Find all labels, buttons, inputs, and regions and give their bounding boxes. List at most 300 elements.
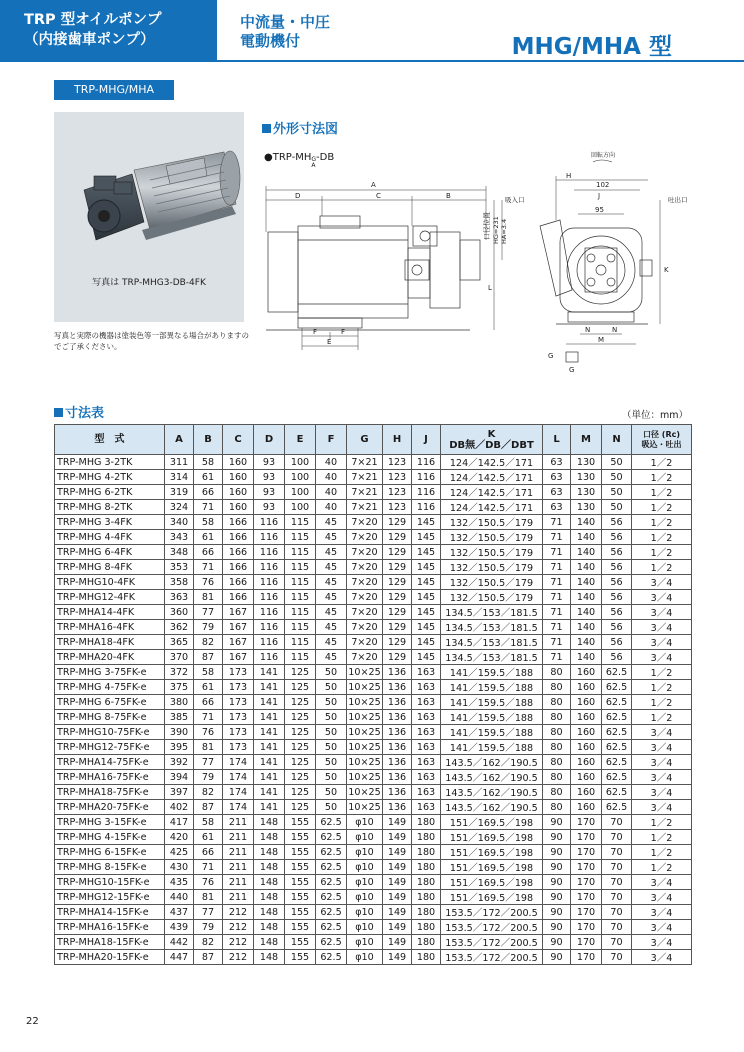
table-cell: 141 <box>254 710 285 725</box>
table-cell: 66 <box>194 845 223 860</box>
table-row <box>55 695 692 710</box>
table-cell: 132／150.5／179 <box>441 575 543 590</box>
table-cell: 141／159.5／188 <box>441 680 543 695</box>
table-row <box>55 860 692 875</box>
table-cell: 180 <box>412 935 441 950</box>
table-cell: 61 <box>194 680 223 695</box>
table-cell: 115 <box>285 620 316 635</box>
table-cell: 63 <box>543 500 571 515</box>
table-cell: 115 <box>285 560 316 575</box>
table-row <box>55 500 692 515</box>
table-cell: 145 <box>412 575 441 590</box>
table-cell: 149 <box>383 890 412 905</box>
table-cell: 7×20 <box>347 590 383 605</box>
table-row <box>55 680 692 695</box>
table-cell: 343 <box>165 530 194 545</box>
table-cell: 62.5 <box>602 680 632 695</box>
col-header-g: G <box>347 425 383 455</box>
table-cell: 45 <box>316 620 347 635</box>
table-cell: 100 <box>285 455 316 470</box>
table-cell: 82 <box>194 785 223 800</box>
table-cell: 116 <box>254 545 285 560</box>
dim-label-n2: N <box>612 326 618 334</box>
table-cell: 66 <box>194 545 223 560</box>
table-cell: 145 <box>412 545 441 560</box>
table-cell: 10×25 <box>348 771 381 783</box>
table-cell: 155 <box>285 875 316 890</box>
dim-label-f2: F <box>341 328 346 336</box>
table-cell: 58 <box>194 665 223 680</box>
table-cell: 90 <box>543 815 571 830</box>
table-cell: 3／4 <box>632 575 692 590</box>
table-cell: 375 <box>165 680 194 695</box>
discharge-label: 吐出口 <box>668 196 688 204</box>
table-cell: 145 <box>412 635 441 650</box>
table-cell: 155 <box>285 845 316 860</box>
table-cell: 61 <box>194 830 223 845</box>
table-cell: 45 <box>316 530 347 545</box>
table-cell: 140 <box>571 545 602 560</box>
table-cell: 45 <box>316 545 347 560</box>
table-cell: 125 <box>285 680 316 695</box>
table-cell: 116 <box>412 485 441 500</box>
table-cell: 116 <box>254 530 285 545</box>
table-cell: 45 <box>316 560 347 575</box>
table-cell: 151／169.5／198 <box>441 860 543 875</box>
table-row <box>55 905 692 920</box>
table-cell: 166 <box>223 590 254 605</box>
table-cell: 167 <box>223 650 254 665</box>
table-cell: 141 <box>254 725 285 740</box>
cell-model: TRP-MHG12-15FK-e <box>55 890 165 905</box>
table-cell: 363 <box>165 590 194 605</box>
table-cell: 63 <box>543 485 571 500</box>
cell-model: TRP-MHA16-15FK-e <box>55 920 165 935</box>
header-title-block <box>0 0 217 62</box>
table-header-row <box>55 425 692 455</box>
table-cell: 180 <box>412 920 441 935</box>
table-cell: 116 <box>254 635 285 650</box>
table-cell: 155 <box>285 935 316 950</box>
table-row <box>55 815 692 830</box>
table-cell: 90 <box>543 890 571 905</box>
table-cell: φ10 <box>347 905 383 920</box>
outline-title-text: 外形寸法図 <box>273 122 339 137</box>
table-cell: φ10 <box>347 815 383 830</box>
table-cell: 148 <box>254 830 285 845</box>
cell-model: TRP-MHA14-4FK <box>55 605 165 620</box>
table-cell: 180 <box>412 905 441 920</box>
table-cell: 136 <box>383 800 412 815</box>
table-cell: 62.5 <box>316 950 347 965</box>
table-cell: 362 <box>165 620 194 635</box>
table-cell: 180 <box>412 950 441 965</box>
table-cell: 62.5 <box>602 800 632 815</box>
table-cell: 62.5 <box>316 845 347 860</box>
table-cell: 148 <box>254 875 285 890</box>
square-icon <box>262 124 271 133</box>
table-cell: 56 <box>602 530 632 545</box>
table-cell: 82 <box>194 935 223 950</box>
table-cell: 148 <box>254 920 285 935</box>
cell-model: TRP-MHG 8-15FK-e <box>55 860 165 875</box>
table-row <box>55 845 692 860</box>
table-cell: 1／2 <box>632 470 692 485</box>
table-cell: 56 <box>602 605 632 620</box>
table-cell: 71 <box>543 650 571 665</box>
page-header <box>0 0 744 62</box>
table-cell: 447 <box>165 950 194 965</box>
table-cell: 155 <box>285 815 316 830</box>
table-cell: 1／2 <box>632 815 692 830</box>
table-cell: 100 <box>285 485 316 500</box>
table-cell: 173 <box>223 695 254 710</box>
table-row <box>55 710 692 725</box>
cell-model: TRP-MHA18-15FK-e <box>55 935 165 950</box>
cell-model: TRP-MHG12-75FK-e <box>55 740 165 755</box>
table-cell: 3／4 <box>632 605 692 620</box>
cell-model: TRP-MHA16-4FK <box>55 620 165 635</box>
col-header-b: B <box>194 425 223 455</box>
table-cell: 140 <box>571 620 602 635</box>
table-cell: 10×25 <box>348 726 381 738</box>
table-cell: 71 <box>194 710 223 725</box>
table-cell: 155 <box>285 890 316 905</box>
table-cell: 90 <box>543 905 571 920</box>
table-cell: 170 <box>571 830 602 845</box>
table-cell: 417 <box>165 815 194 830</box>
table-cell: 50 <box>316 785 347 800</box>
table-cell: 50 <box>602 485 632 500</box>
table-cell: 145 <box>412 560 441 575</box>
cell-model: TRP-MHG 6-4FK <box>55 545 165 560</box>
table-cell: 140 <box>571 560 602 575</box>
table-cell: 63 <box>543 455 571 470</box>
table-cell: 80 <box>543 725 571 740</box>
table-cell: 163 <box>412 695 441 710</box>
table-cell: 129 <box>383 530 412 545</box>
table-cell: 397 <box>165 785 194 800</box>
table-cell: 358 <box>165 575 194 590</box>
table-cell: 136 <box>383 680 412 695</box>
table-cell: 141／159.5／188 <box>441 725 543 740</box>
table-cell: 125 <box>285 800 316 815</box>
table-cell: 116 <box>412 500 441 515</box>
table-cell: 149 <box>383 905 412 920</box>
table-cell: 1／2 <box>632 830 692 845</box>
table-cell: 56 <box>602 590 632 605</box>
table-cell: 129 <box>383 515 412 530</box>
table-cell: 211 <box>223 815 254 830</box>
table-cell: 151／169.5／198 <box>441 890 543 905</box>
table-cell: 81 <box>194 590 223 605</box>
table-cell: 80 <box>543 770 571 785</box>
table-cell: 132／150.5／179 <box>441 530 543 545</box>
table-cell: 50 <box>316 680 347 695</box>
table-cell: 80 <box>543 800 571 815</box>
table-cell: 141／159.5／188 <box>441 695 543 710</box>
cell-model: TRP-MHA20-75FK-e <box>55 800 165 815</box>
table-cell: 3／4 <box>632 920 692 935</box>
table-cell: 50 <box>316 755 347 770</box>
table-cell: 394 <box>165 770 194 785</box>
table-cell: 1／2 <box>632 545 692 560</box>
table-cell: 45 <box>316 650 347 665</box>
table-cell: 173 <box>223 710 254 725</box>
table-cell: 180 <box>412 860 441 875</box>
table-row <box>55 800 692 815</box>
table-cell: 70 <box>602 890 632 905</box>
table-cell: 170 <box>571 860 602 875</box>
table-cell: 170 <box>571 920 602 935</box>
outline-drawing <box>0 140 744 380</box>
table-cell: 151／169.5／198 <box>441 845 543 860</box>
table-cell: 180 <box>412 890 441 905</box>
table-cell: 50 <box>316 800 347 815</box>
table-cell: 132／150.5／179 <box>441 515 543 530</box>
table-cell: 115 <box>285 650 316 665</box>
cell-model: TRP-MHG 6-15FK-e <box>55 845 165 860</box>
cell-model: TRP-MHG 6-2TK <box>55 485 165 500</box>
table-cell: 141／159.5／188 <box>441 665 543 680</box>
table-cell: 170 <box>571 935 602 950</box>
table-cell: 143.5／162／190.5 <box>441 770 543 785</box>
table-row <box>55 950 692 965</box>
table-cell: 155 <box>285 830 316 845</box>
table-row <box>55 935 692 950</box>
col-header-j: J <box>412 425 441 455</box>
table-cell: 63 <box>543 470 571 485</box>
table-row <box>55 920 692 935</box>
dim-label-ha: HA=3.4 <box>500 218 508 244</box>
table-cell: 90 <box>543 920 571 935</box>
table-cell: 3／4 <box>632 590 692 605</box>
table-cell: 145 <box>412 530 441 545</box>
table-cell: 90 <box>543 950 571 965</box>
photo-note: 写真と実際の機器は塗装色等一部異なる場合がありますのでご了承ください。 <box>54 331 249 351</box>
table-cell: 10×25 <box>348 786 381 798</box>
cell-model: TRP-MHA14-15FK-e <box>55 905 165 920</box>
table-cell: 134.5／153／181.5 <box>441 620 543 635</box>
table-cell: 70 <box>602 875 632 890</box>
table-cell: 40 <box>316 470 347 485</box>
table-cell: 180 <box>412 875 441 890</box>
table-cell: 71 <box>543 590 571 605</box>
table-cell: 61 <box>194 530 223 545</box>
table-cell: 70 <box>602 950 632 965</box>
table-cell: 71 <box>543 605 571 620</box>
table-cell: 1／2 <box>632 710 692 725</box>
table-cell: 56 <box>602 650 632 665</box>
cell-model: TRP-MHG 3-4FK <box>55 515 165 530</box>
table-cell: 7×20 <box>347 635 383 650</box>
table-cell: 62.5 <box>602 785 632 800</box>
table-cell: 1／2 <box>632 665 692 680</box>
table-cell: 40 <box>316 455 347 470</box>
table-cell: 40 <box>316 485 347 500</box>
cell-model: TRP-MHG 4-75FK-e <box>55 680 165 695</box>
col-header-h: H <box>383 425 412 455</box>
table-cell: 437 <box>165 905 194 920</box>
table-cell: 66 <box>194 695 223 710</box>
table-cell: 62.5 <box>602 770 632 785</box>
dim-label-f: F <box>313 328 318 336</box>
table-cell: 1／2 <box>632 680 692 695</box>
table-cell: 155 <box>285 950 316 965</box>
table-cell: 116 <box>254 515 285 530</box>
table-row <box>55 590 692 605</box>
table-cell: 141 <box>254 785 285 800</box>
cell-model: TRP-MHG10-15FK-e <box>55 875 165 890</box>
table-cell: 3／4 <box>632 800 692 815</box>
table-cell: 87 <box>194 650 223 665</box>
dim-label-g2: G <box>569 366 575 374</box>
table-cell: 116 <box>254 620 285 635</box>
unit-label: （単位：mm） <box>621 410 688 421</box>
table-cell: 71 <box>543 620 571 635</box>
table-cell: 136 <box>383 710 412 725</box>
table-cell: 143.5／162／190.5 <box>441 785 543 800</box>
table-cell: 58 <box>194 515 223 530</box>
col-header-n: N <box>602 425 632 455</box>
table-cell: 90 <box>543 830 571 845</box>
suction-label: 吸入口 <box>505 196 525 204</box>
table-cell: 348 <box>165 545 194 560</box>
table-cell: 62.5 <box>602 665 632 680</box>
dim-label-95: 95 <box>595 206 604 214</box>
table-cell: 163 <box>412 800 441 815</box>
dim-label-j: J <box>598 192 601 200</box>
table-cell: 115 <box>285 635 316 650</box>
table-cell: 123 <box>383 500 412 515</box>
table-cell: 50 <box>602 455 632 470</box>
table-cell: 116 <box>254 590 285 605</box>
header-sub-line1: 中流量・中圧 <box>240 13 331 31</box>
table-cell: 80 <box>543 665 571 680</box>
table-cell: 77 <box>194 605 223 620</box>
table-cell: 115 <box>285 605 316 620</box>
table-cell: 76 <box>194 575 223 590</box>
table-cell: 62.5 <box>316 890 347 905</box>
table-cell: 1／2 <box>632 560 692 575</box>
rotation-label: 回転方向 <box>591 152 616 159</box>
table-cell: 148 <box>254 935 285 950</box>
cell-model: TRP-MHG 6-75FK-e <box>55 695 165 710</box>
table-cell: 160 <box>571 740 602 755</box>
table-cell: 62.5 <box>316 905 347 920</box>
table-cell: 1／2 <box>632 530 692 545</box>
table-cell: 125 <box>285 665 316 680</box>
table-cell: 160 <box>571 755 602 770</box>
table-cell: 163 <box>412 740 441 755</box>
table-row <box>55 890 692 905</box>
table-cell: 180 <box>412 830 441 845</box>
table-cell: 1／2 <box>632 860 692 875</box>
table-cell: 62.5 <box>602 755 632 770</box>
table-cell: 93 <box>254 455 285 470</box>
table-cell: 100 <box>285 470 316 485</box>
dim-label-d: D <box>295 192 301 200</box>
table-cell: 71 <box>194 560 223 575</box>
table-cell: 439 <box>165 920 194 935</box>
table-cell: 7×20 <box>347 515 383 530</box>
table-cell: 353 <box>165 560 194 575</box>
header-rule <box>217 60 744 62</box>
table-cell: φ10 <box>347 875 383 890</box>
dim-label-hg: HG=231 <box>492 216 500 244</box>
table-cell: 163 <box>412 665 441 680</box>
table-cell: 77 <box>194 755 223 770</box>
table-cell: 141 <box>254 740 285 755</box>
table-cell: 3／4 <box>632 935 692 950</box>
table-cell: 149 <box>383 950 412 965</box>
table-cell: 170 <box>571 845 602 860</box>
cell-model: TRP-MHG 4-4FK <box>55 530 165 545</box>
dim-label-a: A <box>371 181 376 189</box>
table-cell: 136 <box>383 785 412 800</box>
table-cell: 141 <box>254 680 285 695</box>
table-cell: 132／150.5／179 <box>441 545 543 560</box>
table-cell: 50 <box>316 695 347 710</box>
table-cell: 76 <box>194 875 223 890</box>
table-cell: 153.5／172／200.5 <box>441 905 543 920</box>
table-cell: 140 <box>571 515 602 530</box>
outline-title <box>262 118 338 137</box>
table-cell: 80 <box>543 695 571 710</box>
table-cell: 140 <box>571 650 602 665</box>
table-cell: 125 <box>285 740 316 755</box>
cell-model: TRP-MHG 4-2TK <box>55 470 165 485</box>
table-cell: 130 <box>571 500 602 515</box>
table-cell: 3／4 <box>632 785 692 800</box>
table-cell: 211 <box>223 830 254 845</box>
table-cell: 143.5／162／190.5 <box>441 755 543 770</box>
table-cell: 319 <box>165 485 194 500</box>
table-cell: 140 <box>571 605 602 620</box>
table-cell: 90 <box>543 935 571 950</box>
table-cell: 402 <box>165 800 194 815</box>
col-header-l: L <box>543 425 571 455</box>
table-cell: 212 <box>223 905 254 920</box>
table-cell: 440 <box>165 890 194 905</box>
table-cell: 58 <box>194 815 223 830</box>
table-cell: 7×20 <box>347 575 383 590</box>
table-cell: 145 <box>412 650 441 665</box>
table-cell: 93 <box>254 500 285 515</box>
table-cell: 3／4 <box>632 905 692 920</box>
table-cell: 70 <box>602 935 632 950</box>
table-cell: 56 <box>602 545 632 560</box>
col-header-f: F <box>316 425 347 455</box>
table-cell: 170 <box>571 950 602 965</box>
table-cell: 167 <box>223 605 254 620</box>
table-cell: 71 <box>543 635 571 650</box>
table-cell: 160 <box>571 725 602 740</box>
table-cell: 166 <box>223 560 254 575</box>
table-cell: 132／150.5／179 <box>441 590 543 605</box>
table-cell: 70 <box>602 920 632 935</box>
table-cell: 1／2 <box>632 515 692 530</box>
table-cell: 148 <box>254 890 285 905</box>
table-cell: 56 <box>602 575 632 590</box>
table-cell: 7×20 <box>347 560 383 575</box>
table-cell: 1／2 <box>632 500 692 515</box>
table-cell: 311 <box>165 455 194 470</box>
table-cell: 71 <box>194 860 223 875</box>
table-cell: 148 <box>254 845 285 860</box>
table-cell: φ10 <box>347 950 383 965</box>
table-cell: 129 <box>383 650 412 665</box>
